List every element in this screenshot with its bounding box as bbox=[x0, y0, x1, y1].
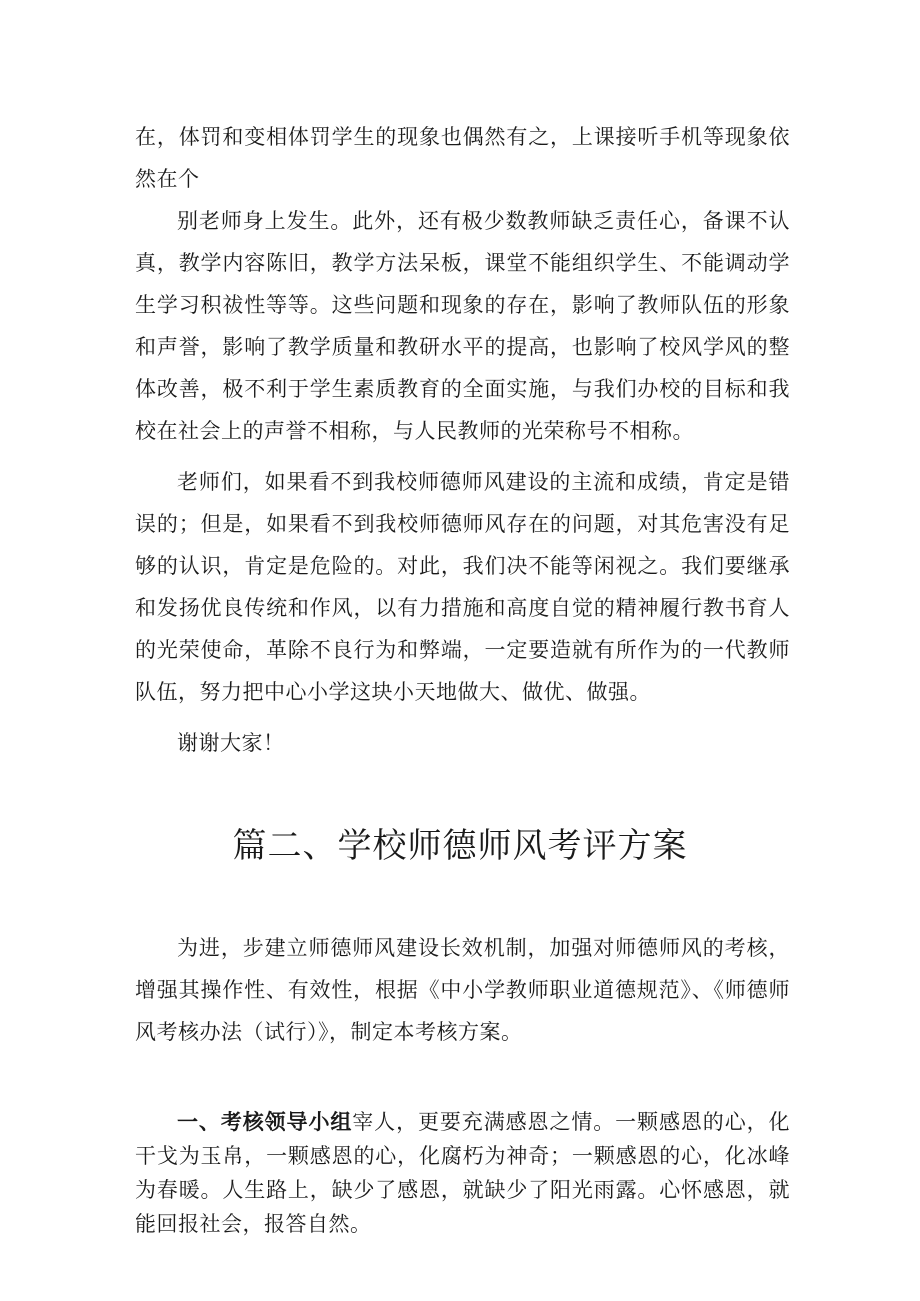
paragraph-6 bbox=[135, 1105, 790, 1241]
paragraph-5: 为进，步建立师德师风建设长效机制，加强对师德师风的考核，增强其操作性、有效性，根据《中小学教师职业道德规范》、《师德师风考核办法（试行）》，制定本考核方案。 bbox=[135, 936, 790, 1044]
closing-thanks: 谢谢大家！ bbox=[177, 731, 285, 755]
paragraph-3: 老师们，如果看不到我校师德师风建设的主流和成绩，肯定是错误的；但是，如果看不到我校师德师风存在的问题，对其危害没有足够的认识，肯定是危险的。对此，我们决不能等闲视之。我们要继承和发扬优良传统和作风，以有力措施和高度自觉的精神履行教书育人的光荣使命，革除不良行为和弊端，一定要造就有所作为的一代教师队伍，努力把中心小学这块小天地做大、做优、做强。 bbox=[135, 470, 790, 704]
section-heading-leadership-group: 一、考核领导小组 bbox=[177, 1110, 353, 1134]
paragraph-6-text: 宰人，更要充满感恩之情。一颗感恩的心，化干戈为玉帛，一颗感恩的心，化腐朽为神奇；一颗感恩的心，化冰峰为春暖。人生路上，缺少了感恩，就缺少了阳光雨露。心怀感恩，就能回报社会，报答自然。 bbox=[135, 1110, 791, 1236]
paragraph-1: 在，体罚和变相体罚学生的现象也偶然有之，上课接听手机等现象依然在个 bbox=[135, 125, 790, 191]
section-title: 篇二、学校师德师风考评方案 bbox=[232, 826, 688, 866]
paragraph-2: 别老师身上发生。此外，还有极少数教师缺乏责任心，备课不认真，教学内容陈旧，教学方法呆板，课堂不能组织学生、不能调动学生学习积祓性等等。这些问题和现象的存在，影响了教师队伍的形象和声誉，影响了教学质量和教研水平的提高，也影响了校风学风的整体改善，极不利于学生素质教育的全面实施，与我们办校的目标和我校在社会上的声誉不相称，与人民教师的光荣称号不相称。 bbox=[135, 209, 790, 443]
